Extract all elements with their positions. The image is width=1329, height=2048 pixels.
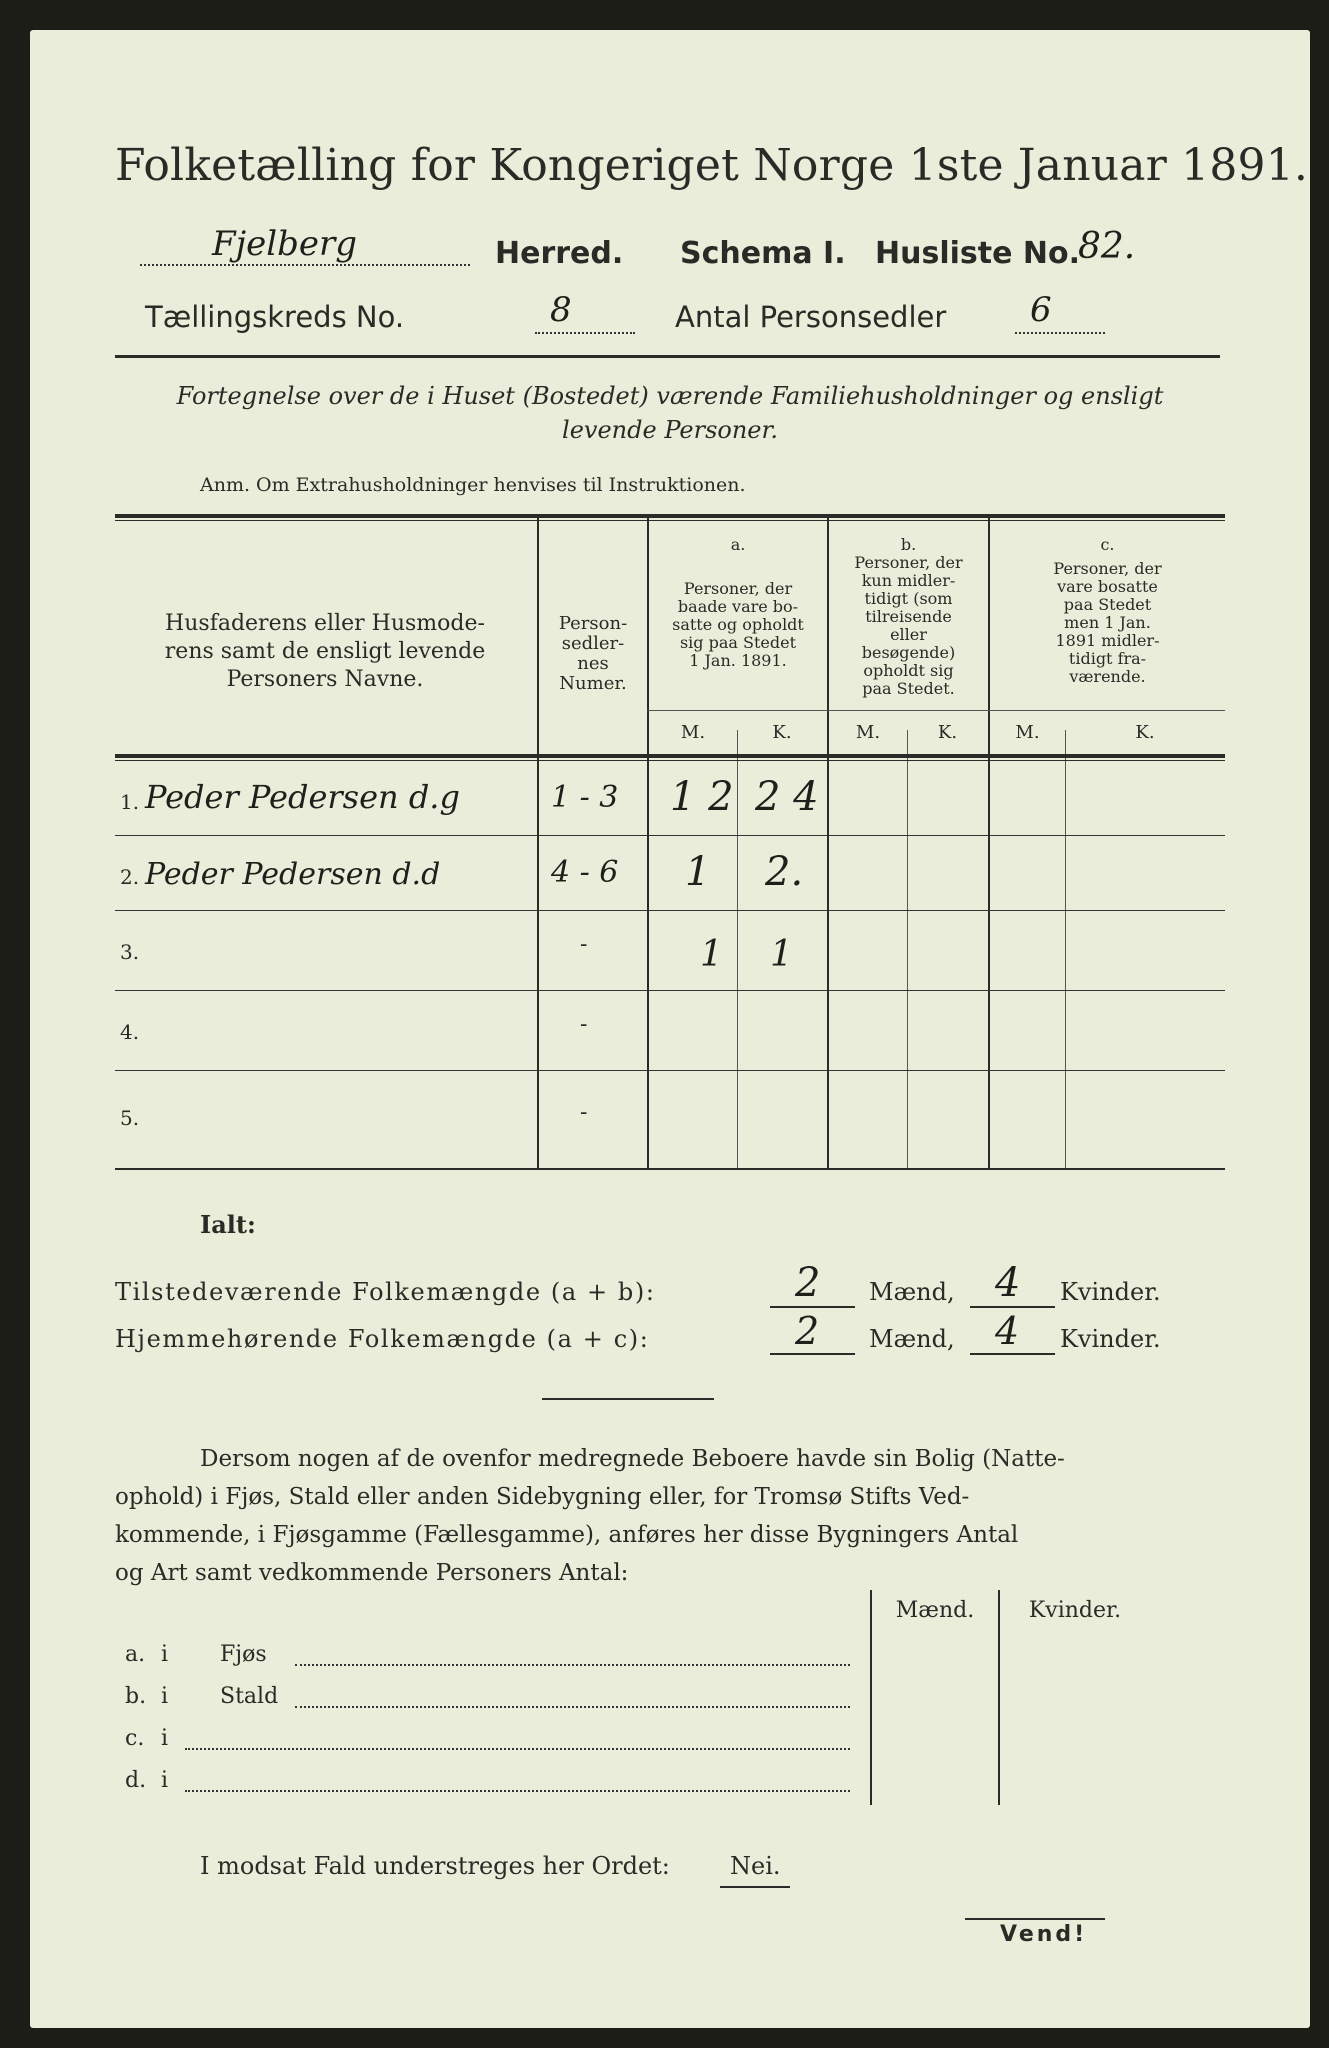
herred-label: Herred. [495, 236, 624, 271]
a-female-count: 1 [770, 934, 793, 975]
maend-label: Mænd, [869, 1278, 955, 1306]
form-title: Folketælling for Kongeriget Norge 1ste Januar 1891. [115, 140, 1309, 191]
col-c-header: c. Personer, der vare bosatte paa Stedet men 1 Jan. 1891 midler- tidigt fra- værende. [1053, 535, 1162, 686]
buildings-kvinder-header: Kvinder. [1028, 1598, 1122, 1623]
anm-note: Anm. Om Extrahusholdninger henvises til Instruktionen. [200, 474, 746, 496]
a-female-count: 2. [765, 849, 804, 895]
kreds-value: 8 [550, 290, 572, 330]
sedler-number: - [580, 1012, 588, 1037]
divider [542, 1398, 714, 1400]
col-b-m: M. [855, 722, 881, 743]
vend-text: Vend! [1000, 1922, 1088, 1947]
maend-label: Mænd, [869, 1325, 955, 1353]
building-row-d: d. i [125, 1764, 865, 1804]
row-number: 2. [120, 865, 140, 889]
person-name: Peder Pedersen d.d [145, 857, 441, 892]
tilstede-label: Tilstedeværende Folkemængde (a + b): [115, 1278, 656, 1306]
col-b-k: K. [937, 722, 958, 743]
herred-value: Fjelberg [212, 224, 358, 264]
table-row [115, 835, 1225, 910]
sedler-number: - [580, 1100, 588, 1125]
tilstede-maend-value: 2 [795, 1260, 821, 1306]
sidebygning-paragraph: Dersom nogen af de ovenfor medregnede Beboere havde sin Bolig (Natte- ophold) i Fjøs, Stald eller anden Sidebygning eller, for Tromsø Stifts Ved- kommende, i Fjøsgamme (Fællesgamme), anføres her disse Bygningers Antal og Art samt vedkommende Personers Antal: [115, 1446, 1065, 1586]
a-male-count: 1 [700, 934, 723, 975]
antal-label: Antal Personsedler [675, 300, 947, 334]
modsat-text: I modsat Fald understreges her Ordet: [200, 1852, 670, 1880]
col-c-m: M. [1015, 722, 1040, 743]
sedler-number: - [580, 932, 588, 957]
row-number: 4. [120, 1020, 140, 1044]
husliste-label: Husliste No. [875, 236, 1080, 271]
nei-word: Nei. [730, 1852, 781, 1880]
buildings-maend-header: Mænd. [895, 1598, 975, 1623]
col-c-k: K. [1135, 722, 1155, 743]
a-male-count: 1 [685, 849, 711, 895]
table-row [115, 760, 1225, 835]
kreds-label: Tællingskreds No. [145, 300, 405, 334]
kvinder-label: Kvinder. [1060, 1325, 1161, 1353]
sedler-number: 4 - 6 [551, 855, 619, 890]
building-row-stald: b. i Stald [125, 1680, 865, 1720]
row-number: 3. [120, 940, 140, 964]
person-name: Peder Pedersen d.g [145, 778, 460, 816]
antal-value: 6 [1030, 290, 1052, 330]
tilstede-kvinder-value: 4 [995, 1260, 1021, 1306]
subtitle-line1: Fortegnelse over de i Huset (Bostedet) værende Familiehusholdninger og ensligt [176, 382, 1164, 410]
col-a-header: a. Personer, der baade vare bo- satte og opholdt sig paa Stedet 1 Jan. 1891. [672, 535, 804, 670]
row-number: 5. [120, 1106, 140, 1130]
building-row-c: c. i [125, 1722, 865, 1762]
ialt-label: Ialt: [200, 1210, 256, 1239]
col-b-header: b. Personer, der kun midler- tidigt (som tilreisende eller besøgende) opholdt sig paa Stedet. [854, 535, 963, 698]
hjemme-label: Hjemmehørende Folkemængde (a + c): [115, 1325, 650, 1353]
row-number: 1. [120, 790, 140, 814]
building-row-fjos: a. i Fjøs [125, 1638, 865, 1678]
table-row [115, 910, 1225, 990]
tilstede-row [115, 1260, 1225, 1320]
hjemme-row [115, 1309, 1225, 1367]
kvinder-label: Kvinder. [1060, 1278, 1161, 1306]
col-a-m: M. [680, 722, 706, 743]
table-row [115, 1070, 1225, 1168]
table-row [115, 990, 1225, 1070]
herred-field [140, 224, 470, 266]
col-a-k: K. [772, 722, 792, 743]
schema-label: Schema I. [680, 236, 846, 271]
a-male-count: 1 2 [670, 774, 734, 820]
col-sedler-header: Person- sedler- nes Numer. [558, 613, 628, 694]
hjemme-kvinder-value: 4 [995, 1309, 1020, 1353]
sedler-number: 1 - 3 [551, 780, 619, 815]
hjemme-maend-value: 2 [795, 1309, 820, 1353]
a-female-count: 2 4 [755, 774, 819, 820]
subtitle-line2: levende Personer. [562, 416, 778, 444]
husliste-value: 82. [1078, 226, 1136, 267]
census-form-page [30, 30, 1310, 2028]
col-name-header: Husfaderens eller Husmode- rens samt de ensligt levende Personers Navne. [164, 611, 486, 692]
